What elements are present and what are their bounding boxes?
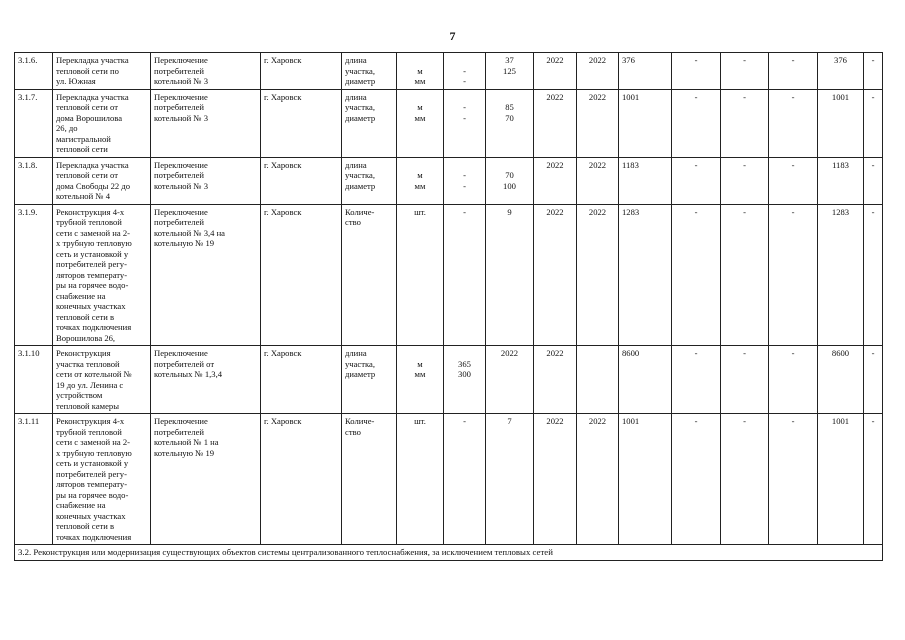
row-value-before: 365 300	[444, 346, 486, 414]
row-fund-1: -	[672, 89, 721, 157]
measures-table	[14, 52, 883, 561]
row-year-start: 2022	[534, 89, 577, 157]
row-parameter: длина участка, диаметр	[342, 89, 397, 157]
row-year-end: 2022	[577, 204, 619, 346]
row-year-start: 2022	[534, 414, 577, 545]
table-row	[15, 89, 883, 157]
row-fund-2: -	[721, 346, 769, 414]
row-total: 1183	[619, 157, 672, 204]
row-value-before: - -	[444, 53, 486, 90]
row-fund-5: -	[864, 414, 883, 545]
row-fund-2: -	[721, 204, 769, 346]
row-purpose: Переключение потребителей котельной № 3	[151, 53, 261, 90]
row-value-before: - -	[444, 157, 486, 204]
row-total: 1001	[619, 89, 672, 157]
row-fund-5: -	[864, 346, 883, 414]
row-parameter: Количе- ство	[342, 204, 397, 346]
row-parameter: длина участка, диаметр	[342, 157, 397, 204]
row-fund-1: -	[672, 53, 721, 90]
table-row	[15, 157, 883, 204]
row-name: Перекладка участка тепловой сети по ул. Южная	[53, 53, 151, 90]
row-fund-5: -	[864, 204, 883, 346]
row-purpose: Переключение потребителей котельной № 1 на котельную № 19	[151, 414, 261, 545]
row-number: 3.1.6.	[15, 53, 53, 90]
row-number: 3.1.11	[15, 414, 53, 545]
row-year-start: 2022	[534, 157, 577, 204]
row-year-end	[577, 346, 619, 414]
row-fund-1: -	[672, 414, 721, 545]
row-value-after: 37 125	[486, 53, 534, 90]
row-purpose: Переключение потребителей котельной № 3	[151, 157, 261, 204]
page-number: 7	[449, 29, 456, 43]
row-parameter: длина участка, диаметр	[342, 346, 397, 414]
row-fund-2: -	[721, 414, 769, 545]
row-fund-3: -	[769, 204, 818, 346]
row-fund-2: -	[721, 157, 769, 204]
table-row	[15, 53, 883, 90]
row-fund-4: 1001	[818, 89, 864, 157]
table-row	[15, 204, 883, 346]
row-value-after: 70 100	[486, 157, 534, 204]
row-location: г. Харовск	[261, 346, 342, 414]
row-fund-3: -	[769, 53, 818, 90]
row-value-after: 2022	[486, 346, 534, 414]
row-fund-4: 8600	[818, 346, 864, 414]
section-footer-row	[15, 545, 883, 561]
row-location: г. Харовск	[261, 204, 342, 346]
row-value-after: 85 70	[486, 89, 534, 157]
row-fund-3: -	[769, 346, 818, 414]
row-purpose: Переключение потребителей котельной № 3,4 на котельную № 19	[151, 204, 261, 346]
section-footer: 3.2. Реконструкция или модернизация существующих объектов системы централизованного теплоснабжения, за исключением тепловых сетей	[15, 545, 883, 561]
row-fund-2: -	[721, 53, 769, 90]
row-year-end: 2022	[577, 157, 619, 204]
row-year-end: 2022	[577, 89, 619, 157]
row-fund-5: -	[864, 157, 883, 204]
row-number: 3.1.7.	[15, 89, 53, 157]
row-total: 1283	[619, 204, 672, 346]
row-unit: шт.	[397, 414, 444, 545]
row-purpose: Переключение потребителей котельной № 3	[151, 89, 261, 157]
row-value-before: -	[444, 204, 486, 346]
row-number: 3.1.10	[15, 346, 53, 414]
row-fund-4: 1001	[818, 414, 864, 545]
row-year-end: 2022	[577, 414, 619, 545]
row-fund-1: -	[672, 204, 721, 346]
row-fund-5: -	[864, 89, 883, 157]
row-fund-4: 1183	[818, 157, 864, 204]
row-value-before: -	[444, 414, 486, 545]
row-name: Реконструкция 4-х трубной тепловой сети с заменой на 2- х трубную тепловую сеть и установкой у потребителей регу- ляторов температу- ры на горячее водо- снабжение на конечных участках тепловой сети в точках подключения	[53, 414, 151, 545]
row-unit: м мм	[397, 53, 444, 90]
row-fund-3: -	[769, 414, 818, 545]
row-unit: шт.	[397, 204, 444, 346]
row-fund-5: -	[864, 53, 883, 90]
row-year-start: 2022	[534, 53, 577, 90]
row-location: г. Харовск	[261, 414, 342, 545]
row-name: Перекладка участка тепловой сети от дома Ворошилова 26, до магистральной тепловой сети	[53, 89, 151, 157]
row-fund-3: -	[769, 157, 818, 204]
row-number: 3.1.8.	[15, 157, 53, 204]
row-name: Перекладка участка тепловой сети от дома Свободы 22 до котельной № 4	[53, 157, 151, 204]
row-parameter: длина участка, диаметр	[342, 53, 397, 90]
row-parameter: Количе- ство	[342, 414, 397, 545]
row-total: 1001	[619, 414, 672, 545]
row-location: г. Харовск	[261, 157, 342, 204]
row-fund-2: -	[721, 89, 769, 157]
row-fund-4: 1283	[818, 204, 864, 346]
row-value-after: 9	[486, 204, 534, 346]
row-unit: м мм	[397, 346, 444, 414]
row-total: 376	[619, 53, 672, 90]
row-unit: м мм	[397, 89, 444, 157]
row-name: Реконструкция 4-х трубной тепловой сети с заменой на 2- х трубную тепловую сеть и установкой у потребителей регу- ляторов температу- ры на горячее водо- снабжение на конечных участках тепловой сети в точках подключения Ворошилова 26,	[53, 204, 151, 346]
row-value-before: - -	[444, 89, 486, 157]
row-year-end: 2022	[577, 53, 619, 90]
row-total: 8600	[619, 346, 672, 414]
row-fund-1: -	[672, 346, 721, 414]
row-fund-4: 376	[818, 53, 864, 90]
row-number: 3.1.9.	[15, 204, 53, 346]
row-name: Реконструкция участка тепловой сети от котельной № 19 до ул. Ленина с устройством тепловой камеры	[53, 346, 151, 414]
row-year-start: 2022	[534, 346, 577, 414]
row-location: г. Харовск	[261, 53, 342, 90]
row-year-start: 2022	[534, 204, 577, 346]
row-unit: м мм	[397, 157, 444, 204]
row-purpose: Переключение потребителей от котельных № 1,3,4	[151, 346, 261, 414]
row-fund-3: -	[769, 89, 818, 157]
table-row	[15, 346, 883, 414]
row-location: г. Харовск	[261, 89, 342, 157]
table-row	[15, 414, 883, 545]
row-value-after: 7	[486, 414, 534, 545]
row-fund-1: -	[672, 157, 721, 204]
